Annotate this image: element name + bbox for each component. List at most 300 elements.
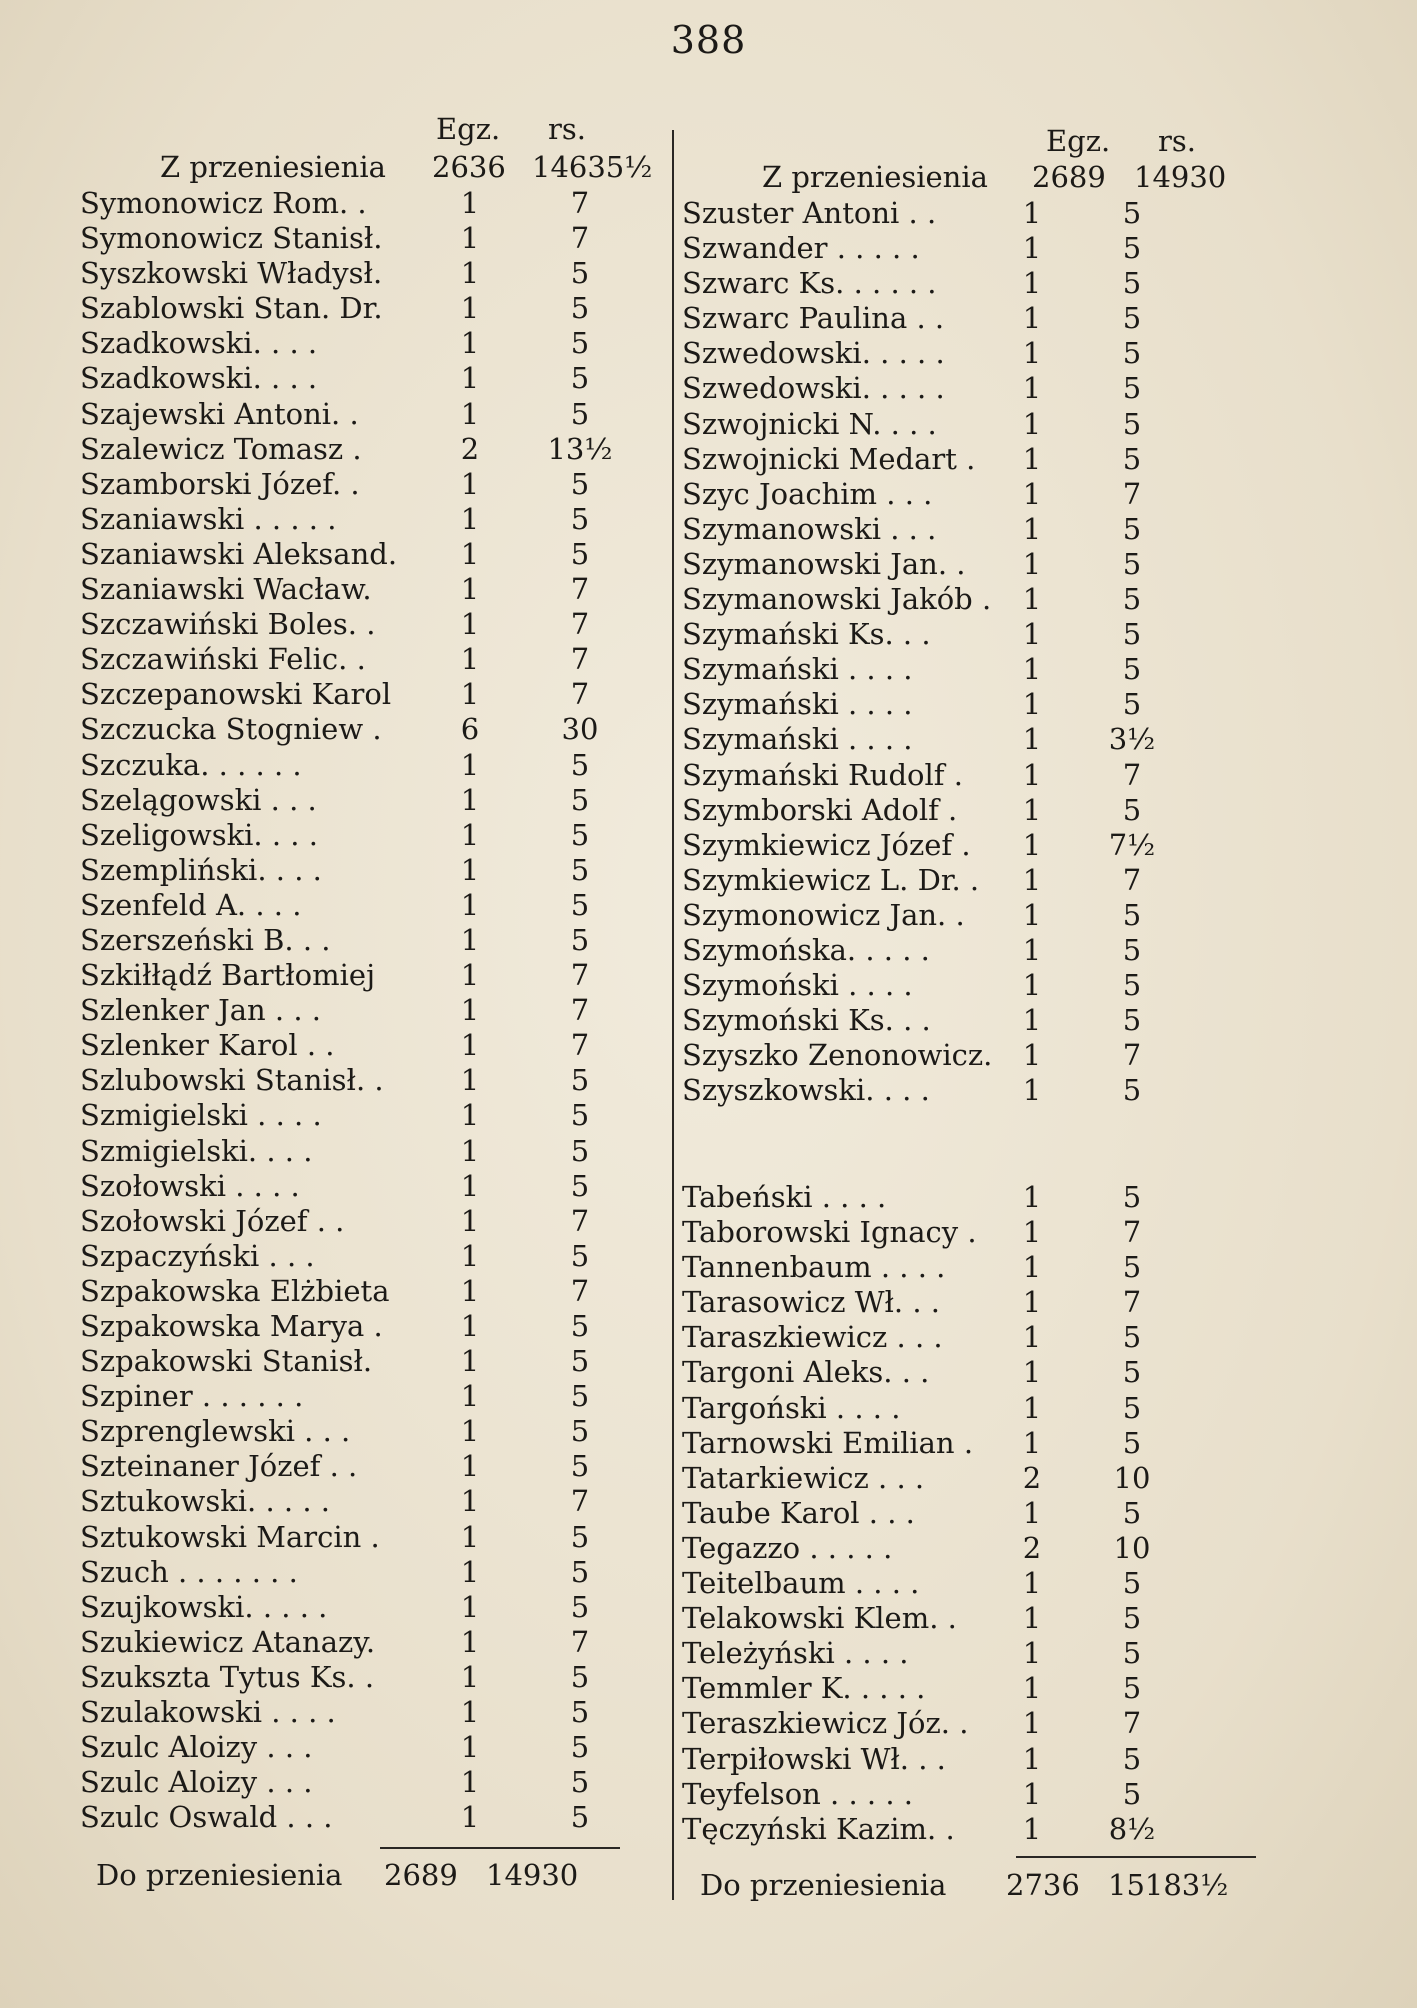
list-item — [80, 1379, 660, 1414]
subscriber-name: Szołowski . . . . — [80, 1168, 300, 1203]
subscriber-name: Szkiłłądź Bartłomiej — [80, 958, 376, 993]
subscriber-name: Taborowski Ignacy . — [682, 1215, 977, 1250]
amount-rs: 5 — [1122, 1390, 1142, 1425]
subscriber-name: Szwedowski. . . . . — [682, 371, 945, 406]
subscriber-name: Szymanowski Jan. . — [682, 546, 966, 581]
copies-count: 1 — [1022, 441, 1042, 476]
copies-count: 2 — [1022, 1460, 1042, 1495]
copies-count: 1 — [460, 1273, 480, 1308]
list-item — [682, 1601, 1262, 1636]
list-item — [682, 722, 1262, 757]
subscriber-name: Targoński . . . . — [682, 1390, 901, 1425]
subscriber-name: Taraszkiewicz . . . — [682, 1320, 943, 1355]
rs-header: rs. — [548, 112, 586, 146]
amount-rs: 5 — [570, 536, 590, 571]
list-item — [80, 677, 660, 712]
carry-out-rs: 14930 — [486, 1858, 579, 1892]
amount-rs: 7 — [570, 1624, 590, 1659]
left-sum-rule — [380, 1847, 620, 1849]
copies-count: 1 — [460, 1028, 480, 1063]
list-item — [80, 1555, 660, 1590]
subscriber-name: Szulc Aloizy . . . — [80, 1765, 313, 1800]
copies-count: 6 — [460, 712, 480, 747]
egz-header: Egz. — [436, 112, 501, 146]
amount-rs: 5 — [570, 782, 590, 817]
copies-count: 1 — [460, 642, 480, 677]
subscriber-name: Szlenker Karol . . — [80, 1028, 335, 1063]
list-item — [682, 266, 1262, 301]
amount-rs: 5 — [1122, 1776, 1142, 1811]
subscriber-name: Szymański . . . . — [682, 722, 913, 757]
list-item — [80, 1028, 660, 1063]
subscriber-name: Szadkowski. . . . — [80, 326, 318, 361]
amount-rs: 5 — [570, 326, 590, 361]
copies-count: 1 — [460, 1765, 480, 1800]
copies-count: 1 — [460, 1554, 480, 1589]
subscriber-name: Szymońska. . . . . — [682, 932, 930, 967]
subscriber-name: Szaniawski Wacław. — [80, 572, 372, 607]
subscriber-name: Szwarc Ks. . . . . . — [682, 266, 937, 301]
copies-count: 1 — [1022, 1811, 1042, 1846]
subscriber-name: Szymoński . . . . — [682, 968, 913, 1003]
amount-rs: 5 — [1122, 687, 1142, 722]
list-item — [682, 1742, 1262, 1777]
list-item — [80, 1414, 660, 1449]
copies-count: 1 — [460, 1203, 480, 1238]
copies-count: 1 — [1022, 897, 1042, 932]
copies-count: 1 — [1022, 301, 1042, 336]
subscriber-name: Tegazzo . . . . . — [682, 1530, 893, 1565]
subscriber-name: Tarnowski Emilian . — [682, 1425, 974, 1460]
subscriber-name: Syszkowski Władysł. — [80, 256, 383, 291]
subscriber-name: Szczawiński Felic. . — [80, 642, 366, 677]
amount-rs: 3½ — [1108, 722, 1156, 757]
subscriber-name: Szyszkowski. . . . — [682, 1073, 930, 1108]
copies-count: 1 — [460, 1168, 480, 1203]
list-item — [682, 793, 1262, 828]
amount-rs: 5 — [1122, 301, 1142, 336]
amount-rs: 5 — [1122, 792, 1142, 827]
subscriber-name: Szpiner . . . . . . — [80, 1379, 304, 1414]
subscriber-name: Szamborski Józef. . — [80, 466, 360, 501]
amount-rs: 5 — [1122, 231, 1142, 266]
subscriber-name: Szczuka. . . . . . — [80, 747, 302, 782]
right-carry-out — [660, 1868, 1260, 1908]
list-item — [80, 1765, 660, 1800]
amount-rs: 5 — [570, 817, 590, 852]
amount-rs: 5 — [1122, 1355, 1142, 1390]
list-item — [80, 1520, 660, 1555]
copies-count: 1 — [460, 396, 480, 431]
left-entry-list — [80, 186, 660, 1835]
amount-rs: 5 — [1122, 1601, 1142, 1636]
list-item — [80, 853, 660, 888]
subscriber-name: Szerszeński B. . . — [80, 922, 331, 957]
subscriber-name: Szymański . . . . — [682, 687, 913, 722]
copies-count: 1 — [460, 1624, 480, 1659]
list-item — [682, 1355, 1262, 1390]
amount-rs: 5 — [570, 1519, 590, 1554]
subscriber-name: Szołowski Józef . . — [80, 1203, 345, 1238]
carry-in-label: Z przeniesienia — [762, 160, 988, 194]
list-item — [682, 1706, 1262, 1741]
copies-count: 1 — [1022, 1073, 1042, 1108]
rs-header: rs. — [1158, 124, 1196, 158]
list-item — [682, 652, 1262, 687]
amount-rs: 5 — [1122, 968, 1142, 1003]
copies-count: 1 — [1022, 1741, 1042, 1776]
list-item — [682, 231, 1262, 266]
list-item — [682, 1566, 1262, 1601]
subscriber-name: Szyszko Zenonowicz. — [682, 1038, 993, 1073]
amount-rs: 5 — [1122, 582, 1142, 617]
amount-rs: 5 — [1122, 1741, 1142, 1776]
list-item — [80, 326, 660, 361]
copies-count: 1 — [460, 361, 480, 396]
subscriber-name: Szymański Ks. . . — [682, 617, 931, 652]
subscriber-name: Szempliński. . . . — [80, 852, 322, 887]
list-item — [80, 1098, 660, 1133]
copies-count: 1 — [460, 747, 480, 782]
subscriber-name: Szujkowski. . . . . — [80, 1589, 328, 1624]
copies-count: 1 — [460, 922, 480, 957]
copies-count: 1 — [460, 572, 480, 607]
amount-rs: 5 — [570, 1765, 590, 1800]
copies-count: 1 — [460, 1238, 480, 1273]
copies-count: 1 — [460, 1098, 480, 1133]
list-item — [682, 1003, 1262, 1038]
amount-rs: 5 — [1122, 266, 1142, 301]
list-item — [682, 371, 1262, 406]
list-item — [80, 361, 660, 396]
list-item — [682, 933, 1262, 968]
amount-rs: 5 — [570, 1554, 590, 1589]
amount-rs: 7 — [1122, 1038, 1142, 1073]
subscriber-name: Szpakowski Stanisł. — [80, 1344, 373, 1379]
list-item — [682, 196, 1262, 231]
subscriber-name: Targoni Aleks. . . — [682, 1355, 930, 1390]
list-item — [682, 1636, 1262, 1671]
right-entry-list-t — [682, 1180, 1262, 1847]
subscriber-name: Szwarc Paulina . . — [682, 301, 945, 336]
list-item — [682, 301, 1262, 336]
amount-rs: 5 — [1122, 441, 1142, 476]
copies-count: 1 — [1022, 511, 1042, 546]
list-item — [80, 537, 660, 572]
copies-count: 1 — [460, 1519, 480, 1554]
amount-rs: 7 — [570, 958, 590, 993]
amount-rs: 5 — [1122, 1003, 1142, 1038]
right-carry-in — [660, 160, 1260, 196]
amount-rs: 5 — [570, 747, 590, 782]
amount-rs: 5 — [1122, 1073, 1142, 1108]
carry-in-egz: 2689 — [1032, 160, 1106, 194]
list-item — [682, 1812, 1262, 1847]
subscriber-name: Szulc Oswald . . . — [80, 1800, 333, 1835]
copies-count: 2 — [1022, 1530, 1042, 1565]
copies-count: 1 — [460, 1659, 480, 1694]
subscriber-name: Szpakowska Marya . — [80, 1309, 383, 1343]
list-item — [682, 617, 1262, 652]
copies-count: 1 — [460, 291, 480, 326]
subscriber-name: Szymborski Adolf . — [682, 792, 958, 827]
subscriber-name: Szalewicz Tomasz . — [80, 431, 362, 466]
copies-count: 1 — [1022, 1320, 1042, 1355]
list-item — [80, 1800, 660, 1835]
subscriber-name: Szadkowski. . . . — [80, 361, 318, 396]
list-item — [682, 1285, 1262, 1320]
list-item — [80, 572, 660, 607]
copies-count: 2 — [460, 431, 480, 466]
subscriber-name: Szajewski Antoni. . — [80, 396, 359, 431]
list-item — [682, 687, 1262, 722]
subscriber-name: Szwedowski. . . . . — [682, 336, 945, 371]
list-item — [682, 1180, 1262, 1215]
copies-count: 1 — [1022, 652, 1042, 687]
subscriber-name: Szwojnicki N. . . . — [682, 406, 937, 441]
subscriber-name: Szulakowski . . . . — [80, 1695, 336, 1730]
amount-rs: 5 — [1122, 1636, 1142, 1671]
list-item — [682, 1250, 1262, 1285]
list-item — [682, 336, 1262, 371]
amount-rs: 7 — [570, 993, 590, 1028]
subscriber-name: Szczepanowski Karol — [80, 677, 392, 712]
subscriber-name: Symonowicz Rom. . — [80, 186, 367, 220]
subscriber-name: Szeligowski. . . . — [80, 817, 318, 852]
subscriber-name: Temmler K. . . . . — [682, 1671, 926, 1706]
column-divider — [672, 130, 674, 1900]
list-item — [80, 1484, 660, 1519]
copies-count: 1 — [460, 221, 480, 256]
amount-rs: 7 — [570, 677, 590, 712]
amount-rs: 7 — [1122, 1215, 1142, 1250]
subscriber-name: Szymanowski Jakób . — [682, 582, 992, 617]
amount-rs: 5 — [570, 466, 590, 501]
subscriber-name: Szablowski Stan. Dr. — [80, 291, 383, 326]
copies-count: 1 — [460, 1133, 480, 1168]
copies-count: 1 — [1022, 1180, 1042, 1214]
copies-count: 1 — [460, 256, 480, 291]
list-item — [80, 1695, 660, 1730]
copies-count: 1 — [1022, 546, 1042, 581]
subscriber-name: Szymański . . . . — [682, 652, 913, 687]
subscriber-name: Tannenbaum . . . . — [682, 1250, 946, 1285]
amount-rs: 5 — [570, 501, 590, 536]
list-item — [80, 1063, 660, 1098]
subscriber-name: Szlenker Jan . . . — [80, 993, 321, 1028]
subscriber-name: Teitelbaum . . . . — [682, 1566, 920, 1601]
amount-rs: 5 — [570, 291, 590, 326]
list-item — [80, 1449, 660, 1484]
list-item — [80, 1239, 660, 1274]
copies-count: 1 — [1022, 1285, 1042, 1320]
page-number: 388 — [670, 18, 747, 62]
list-item — [80, 1204, 660, 1239]
amount-rs: 5 — [570, 1414, 590, 1449]
copies-count: 1 — [1022, 406, 1042, 441]
list-item — [80, 186, 660, 221]
list-item — [682, 968, 1262, 1003]
copies-count: 1 — [1022, 932, 1042, 967]
subscriber-name: Szymański Rudolf . — [682, 757, 963, 792]
subscriber-name: Szymonowicz Jan. . — [682, 897, 965, 932]
carry-out-egz: 2689 — [384, 1858, 458, 1892]
subscriber-name: Szukszta Tytus Ks. . — [80, 1659, 375, 1694]
amount-rs: 7 — [570, 1203, 590, 1238]
amount-rs: 5 — [1122, 1250, 1142, 1285]
list-item — [682, 547, 1262, 582]
list-item — [682, 407, 1262, 442]
amount-rs: 5 — [1122, 511, 1142, 546]
list-item — [682, 758, 1262, 793]
copies-count: 1 — [460, 186, 480, 220]
subscriber-name: Szymkiewicz L. Dr. . — [682, 862, 980, 897]
subscriber-name: Szuster Antoni . . — [682, 196, 937, 230]
subscriber-name: Taube Karol . . . — [682, 1495, 915, 1530]
list-item — [80, 642, 660, 677]
right-entry-list-s — [682, 196, 1262, 1108]
list-item — [682, 1073, 1262, 1108]
amount-rs: 5 — [570, 1379, 590, 1414]
list-item — [80, 291, 660, 326]
subscriber-name: Telakowski Klem. . — [682, 1601, 957, 1636]
amount-rs: 5 — [570, 361, 590, 396]
amount-rs: 7 — [1122, 757, 1142, 792]
copies-count: 1 — [460, 501, 480, 536]
copies-count: 1 — [460, 1449, 480, 1484]
amount-rs: 5 — [570, 1695, 590, 1730]
list-item — [682, 512, 1262, 547]
list-item — [80, 993, 660, 1028]
list-item — [682, 442, 1262, 477]
copies-count: 1 — [460, 817, 480, 852]
amount-rs: 5 — [570, 922, 590, 957]
amount-rs: 5 — [1122, 1671, 1142, 1706]
subscriber-name: Szulc Aloizy . . . — [80, 1730, 313, 1765]
copies-count: 1 — [1022, 722, 1042, 757]
copies-count: 1 — [460, 1589, 480, 1624]
list-item — [80, 256, 660, 291]
subscriber-name: Szaniawski Aleksand. — [80, 536, 398, 571]
copies-count: 1 — [460, 782, 480, 817]
copies-count: 1 — [1022, 617, 1042, 652]
copies-count: 1 — [460, 1414, 480, 1449]
list-item — [80, 1344, 660, 1379]
list-item — [682, 1777, 1262, 1812]
subscriber-name: Szczawiński Boles. . — [80, 607, 376, 642]
subscriber-name: Szelągowski . . . — [80, 782, 317, 817]
list-item — [682, 863, 1262, 898]
subscriber-name: Szprenglewski . . . — [80, 1414, 351, 1449]
amount-rs: 7 — [570, 607, 590, 642]
amount-rs: 8½ — [1108, 1811, 1156, 1846]
list-item — [80, 432, 660, 467]
copies-count: 1 — [460, 1063, 480, 1098]
amount-rs: 5 — [1122, 546, 1142, 581]
subscriber-name: Szteinaner Józef . . — [80, 1449, 358, 1484]
subscriber-name: Szwojnicki Medart . — [682, 441, 976, 476]
amount-rs: 5 — [570, 1800, 590, 1835]
amount-rs: 5 — [1122, 371, 1142, 406]
subscriber-name: Teleżyński . . . . — [682, 1636, 909, 1671]
subscriber-name: Szaniawski . . . . . — [80, 501, 337, 536]
subscriber-name: Szyc Joachim . . . — [682, 476, 933, 511]
copies-count: 1 — [1022, 476, 1042, 511]
amount-rs: 5 — [570, 1589, 590, 1624]
copies-count: 1 — [1022, 1495, 1042, 1530]
copies-count: 1 — [1022, 1390, 1042, 1425]
subscriber-name: Szymanowski . . . — [682, 511, 937, 546]
amount-rs: 7 — [570, 186, 590, 220]
amount-rs: 30 — [561, 712, 599, 747]
amount-rs: 5 — [1122, 1495, 1142, 1530]
copies-count: 1 — [460, 852, 480, 887]
copies-count: 1 — [1022, 792, 1042, 827]
subscriber-name: Szlubowski Stanisł. . — [80, 1063, 384, 1098]
copies-count: 1 — [460, 1695, 480, 1730]
copies-count: 1 — [1022, 371, 1042, 406]
list-item — [80, 783, 660, 818]
amount-rs: 5 — [570, 1344, 590, 1379]
copies-count: 1 — [460, 1344, 480, 1379]
amount-rs: 5 — [570, 887, 590, 922]
amount-rs: 5 — [1122, 1180, 1142, 1214]
copies-count: 1 — [460, 958, 480, 993]
amount-rs: 5 — [570, 396, 590, 431]
carry-out-egz: 2736 — [1006, 1868, 1080, 1902]
subscriber-name: Szukiewicz Atanazy. — [80, 1624, 376, 1659]
subscriber-name: Tarasowicz Wł. . . — [682, 1285, 941, 1320]
copies-count: 1 — [1022, 266, 1042, 301]
subscriber-name: Terpiłowski Wł. . . — [682, 1741, 946, 1776]
left-carry-in — [0, 150, 660, 186]
subscriber-name: Teraszkiewicz Józ. . — [682, 1706, 969, 1741]
copies-count: 1 — [1022, 757, 1042, 792]
list-item — [682, 1391, 1262, 1426]
list-item — [682, 1038, 1262, 1073]
list-item — [80, 748, 660, 783]
copies-count: 1 — [1022, 1250, 1042, 1285]
list-item — [80, 888, 660, 923]
copies-count: 1 — [1022, 968, 1042, 1003]
amount-rs: 5 — [570, 1063, 590, 1098]
subscriber-name: Szenfeld A. . . . — [80, 887, 302, 922]
copies-count: 1 — [460, 1379, 480, 1414]
amount-rs: 5 — [1122, 406, 1142, 441]
amount-rs: 5 — [1122, 336, 1142, 371]
copies-count: 1 — [1022, 687, 1042, 722]
copies-count: 1 — [460, 326, 480, 361]
copies-count: 1 — [460, 1730, 480, 1765]
subscriber-name: Szwander . . . . . — [682, 231, 920, 266]
amount-rs: 5 — [570, 256, 590, 291]
copies-count: 1 — [1022, 1425, 1042, 1460]
amount-rs: 5 — [570, 1730, 590, 1765]
amount-rs: 5 — [570, 1133, 590, 1168]
amount-rs: 5 — [570, 1098, 590, 1133]
list-item — [80, 1625, 660, 1660]
amount-rs: 5 — [1122, 897, 1142, 932]
amount-rs: 7 — [570, 221, 590, 256]
subscriber-name: Szmigielski. . . . — [80, 1133, 313, 1168]
subscriber-name: Tabeński . . . . — [682, 1180, 887, 1214]
amount-rs: 5 — [1122, 196, 1142, 230]
copies-count: 1 — [1022, 1003, 1042, 1038]
copies-count: 1 — [460, 887, 480, 922]
amount-rs: 5 — [1122, 1566, 1142, 1601]
amount-rs: 5 — [570, 1449, 590, 1484]
amount-rs: 5 — [1122, 932, 1142, 967]
